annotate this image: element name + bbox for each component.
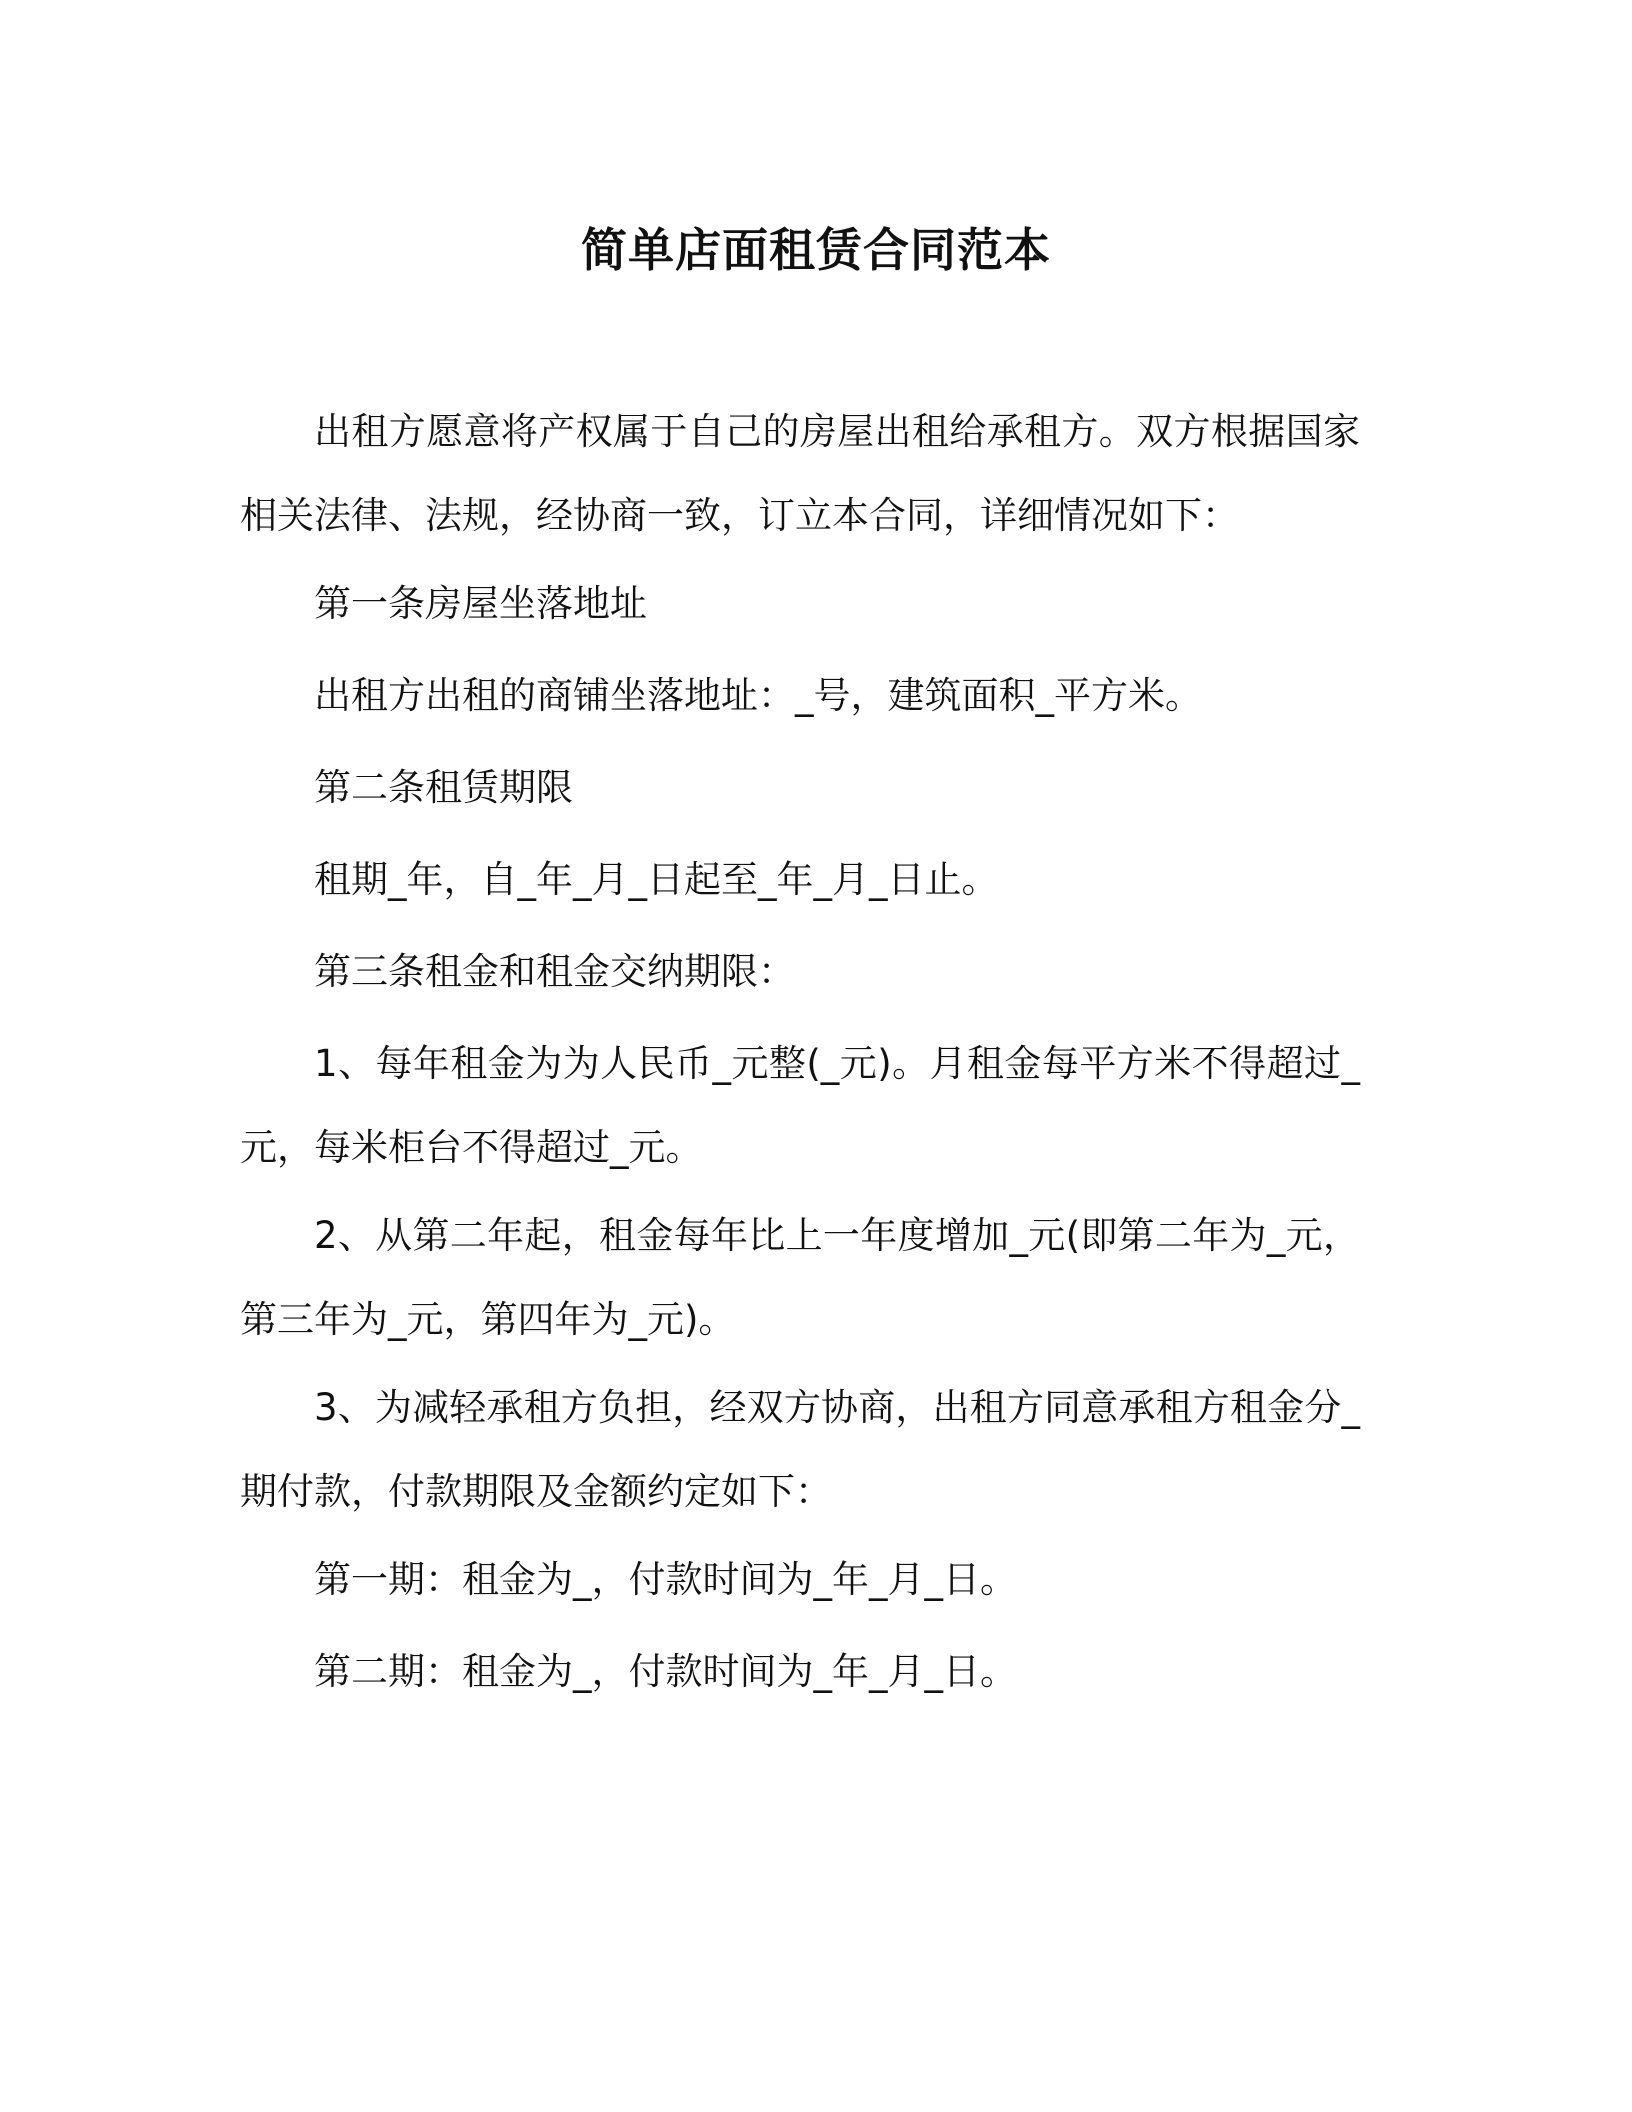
paragraph-rent-clause-3: 3、为减轻承租方负担，经双方协商，出租方同意承租方租金分_期付款，付款期限及金额约定如下：: [240, 1386, 1360, 1513]
paragraph-article-3-heading: 第三条租金和租金交纳期限：: [314, 950, 795, 993]
document-body: [240, 390, 1360, 1722]
paragraph-lease-term: 租期_年，自_年_月_日起至_年_月_日止。: [314, 858, 999, 901]
paragraph-installment-1: 第一期：租金为_，付款时间为_年_月_日。: [314, 1558, 1017, 1601]
paragraph-article-2-heading: 第二条租赁期限: [314, 766, 573, 809]
paragraph-rent-clause-1: 1、每年租金为为人民币_元整(_元)。月租金每平方米不得超过_元，每米柜台不得超过_元。: [240, 1042, 1360, 1169]
paragraph-rent-clause-2: 2、从第二年起，租金每年比上一年度增加_元(即第二年为_元，第三年为_元，第四年为_元)。: [240, 1214, 1360, 1341]
paragraph-shop-address: 出租方出租的商铺坐落地址：_号，建筑面积_平方米。: [314, 674, 1202, 717]
paragraph-article-1-heading: 第一条房屋坐落地址: [314, 582, 647, 625]
paragraph-installment-2: 第二期：租金为_，付款时间为_年_月_日。: [314, 1650, 1017, 1693]
document-title: 简单店面租赁合同范本: [581, 223, 1051, 277]
paragraph-intro: 出租方愿意将产权属于自己的房屋出租给承租方。双方根据国家相关法律、法规，经协商一致，订立本合同，详细情况如下：: [240, 410, 1360, 537]
